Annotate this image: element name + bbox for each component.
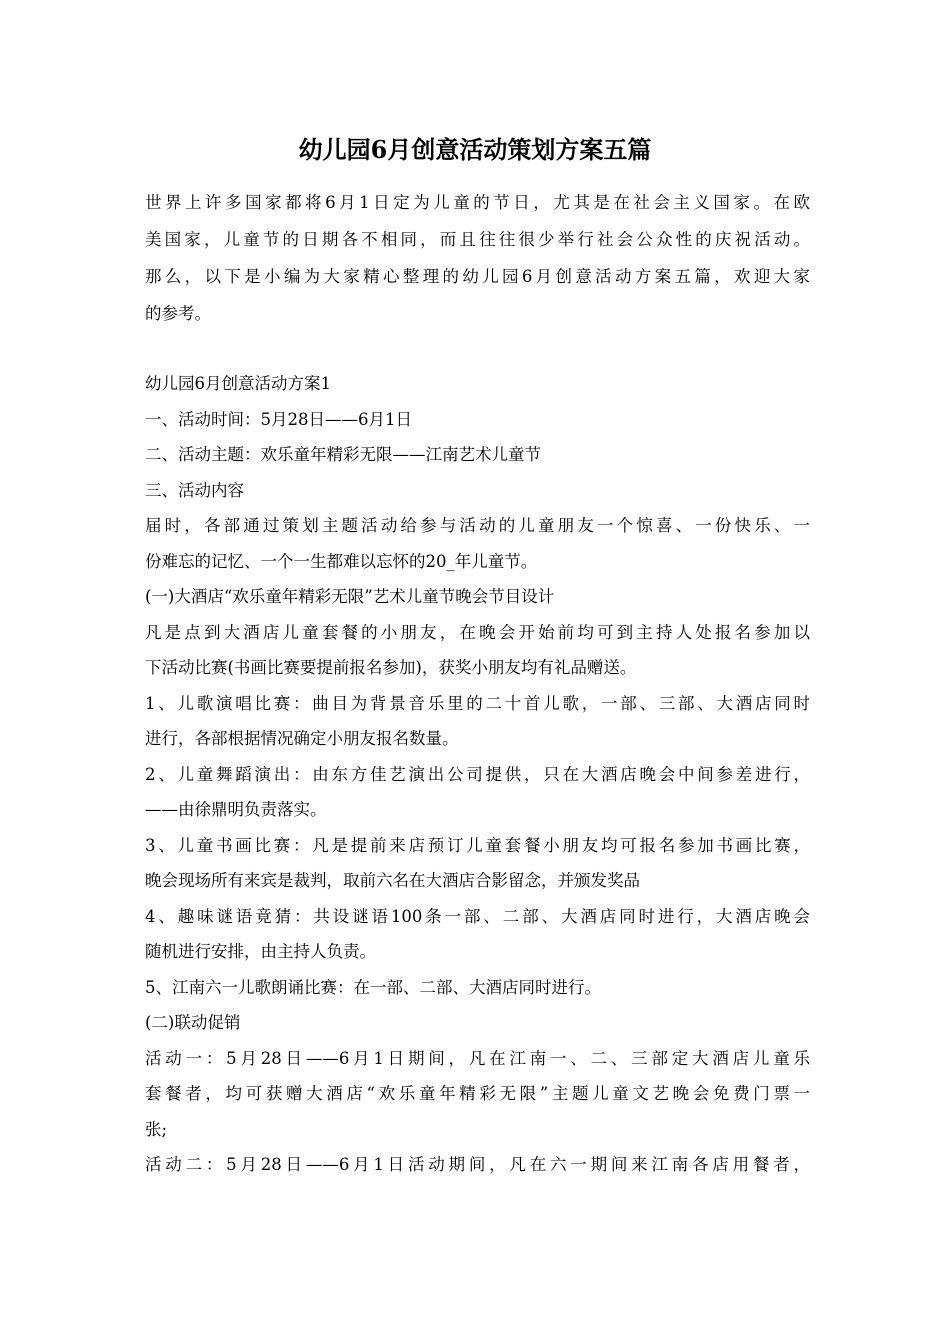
text-line: (二)联动促销 — [145, 1013, 241, 1032]
text-line: 活动二：5月28日——6月1日活动期间，凡在六一期间来江南各店用餐者， — [145, 1155, 810, 1174]
section-heading: 幼儿园6月创意活动方案1 — [145, 374, 331, 393]
text-line: 活动一：5月28日——6月1日期间，凡在江南一、二、三部定大酒店儿童乐 — [145, 1048, 810, 1068]
text-line: 3、儿童书画比赛：凡是提前来店预订儿童套餐小朋友均可报名参加书画比赛， — [145, 835, 810, 855]
intro-line: 的参考。 — [145, 304, 211, 323]
text-line: 进行，各部根据情况确定小朋友报名数量。 — [145, 729, 459, 748]
text-line: 凡是点到大酒店儿童套餐的小朋友，在晚会开始前均可到主持人处报名参加以 — [145, 622, 810, 642]
text-line: 随机进行安排，由主持人负责。 — [145, 942, 376, 961]
intro-paragraph — [145, 184, 810, 332]
text-line: 三、活动内容 — [145, 480, 244, 500]
intro-line: 那么，以下是小编为大家精心整理的幼儿园6月创意活动方案五篇，欢迎大家 — [145, 267, 810, 286]
text-line: 2、儿童舞蹈演出：由东方佳艺演出公司提供，只在大酒店晚会中间参差进行， — [145, 764, 810, 784]
text-line: 一、活动时间：5月28日——6月1日 — [145, 409, 412, 429]
text-line: 套餐者，均可获赠大酒店“欢乐童年精彩无限”主题儿童文艺晚会免费门票一 — [145, 1084, 810, 1103]
text-line: 张; — [145, 1119, 168, 1139]
intro-line: 世界上许多国家都将6月1日定为儿童的节日，尤其是在社会主义国家。在欧 — [145, 193, 810, 212]
text-line: 下活动比赛(书画比赛要提前报名参加)，获奖小朋友均有礼品赠送。 — [145, 658, 637, 677]
text-line: 5、江南六一儿歌朗诵比赛：在一部、二部、大酒店同时进行。 — [145, 977, 601, 997]
text-line: ——由徐鼎明负责落实。 — [145, 800, 327, 819]
document-title: 幼儿园6月创意活动策划方案五篇 — [298, 135, 652, 164]
text-line: 份难忘的记忆、一个一生都难以忘怀的20_年儿童节。 — [145, 551, 538, 571]
intro-line: 美国家，儿童节的日期各不相同，而且往往很少举行社会公众性的庆祝活动。 — [145, 230, 810, 249]
text-line: (一)大酒店“欢乐童年精彩无限”艺术儿童节晚会节目设计 — [145, 587, 555, 606]
text-line: 1、儿歌演唱比赛：曲目为背景音乐里的二十首儿歌，一部、三部、大酒店同时 — [145, 693, 810, 713]
plan-section — [145, 366, 810, 1183]
text-line: 晚会现场所有来宾是裁判，取前六名在大酒店合影留念，并颁发奖品 — [145, 871, 640, 890]
text-line: 届时，各部通过策划主题活动给参与活动的儿童朋友一个惊喜、一份快乐、一 — [145, 516, 810, 535]
text-line: 二、活动主题：欢乐童年精彩无限——江南艺术儿童节 — [145, 445, 541, 464]
text-line: 4、趣味谜语竟猜：共设谜语100条一部、二部、大酒店同时进行，大酒店晚会 — [145, 906, 810, 926]
